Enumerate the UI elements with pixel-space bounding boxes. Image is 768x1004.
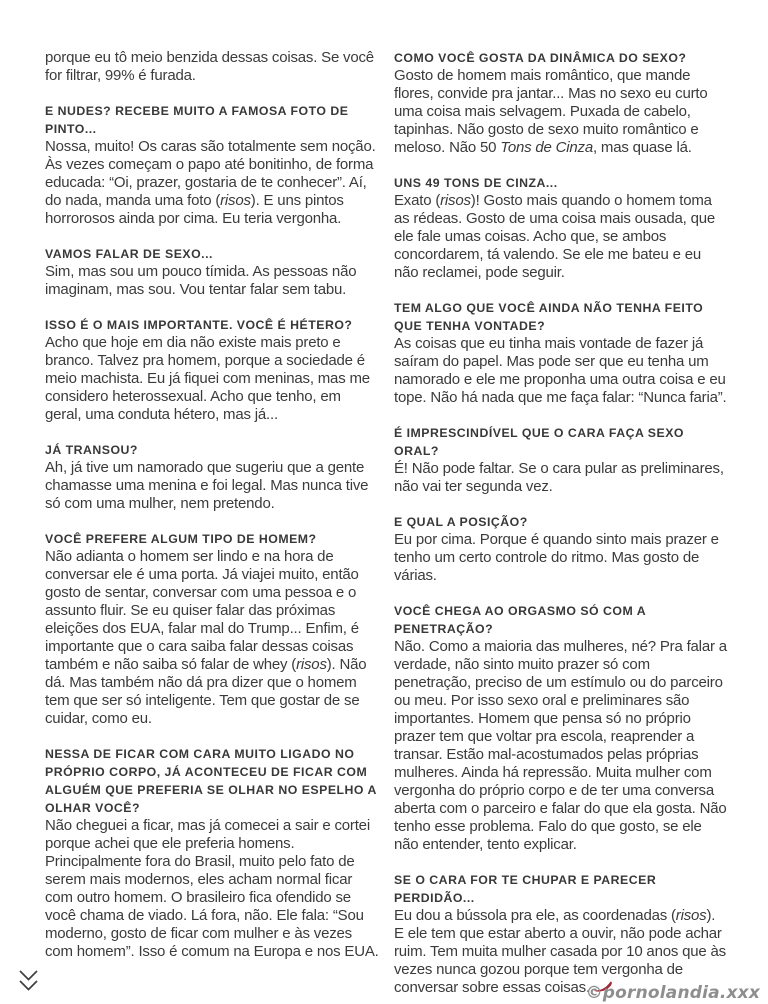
answer-paragraph [45, 817, 379, 961]
qa-section [394, 49, 728, 157]
answer-text: Sim, mas sou um pouco tímida. As pessoas não imaginam, mas sou. Vou tentar falar sem tabu. [45, 263, 357, 298]
qa-section [45, 441, 379, 513]
right-text-column [394, 49, 728, 997]
qa-section [394, 602, 728, 854]
answer-paragraph [45, 334, 379, 424]
qa-section [394, 174, 728, 282]
question-heading: COMO VOCÊ GOSTA DA DINÂMICA DO SEXO? [394, 51, 687, 65]
answer-text: Não cheguei a ficar, mas já comecei a sair e cortei porque achei que ele preferia homens. Principalmente fora do Brasil, muito pelo fato de serem mais modernos, eles acham normal ficar com outro homem. O brasileiro fica ofendido se você chama de viado. Lá fora, não. Ele fala: “Sou moderno, gosto de ficar com mulher e às vezes com homem”. Isso é comum na Europa e nos EUA. [45, 817, 379, 960]
answer-text-italic: risos [296, 656, 327, 673]
answer-text-italic: risos [440, 192, 471, 209]
question-heading: E NUDES? RECEBE MUITO A FAMOSA FOTO DE PINTO... [45, 104, 349, 136]
question-heading: SE O CARA FOR TE CHUPAR E PARECER PERDIDÃO... [394, 873, 657, 905]
answer-paragraph [394, 460, 728, 496]
answer-paragraph [394, 638, 728, 854]
answer-text: Exato ( [394, 192, 441, 209]
answer-text: Ah, já tive um namorado que sugeriu que a gente chamasse uma menina e foi legal. Mas nunca tive só com uma mulher, nem pretendo. [45, 459, 369, 512]
answer-text-italic: Tons de Cinza [500, 139, 593, 156]
qa-section [45, 49, 379, 85]
answer-paragraph [394, 531, 728, 585]
double-chevron-down-icon[interactable] [18, 969, 39, 996]
answer-text: Acho que hoje em dia não existe mais preto e branco. Talvez pra homem, porque a sociedade é meio machista. Eu já fiquei com meninas, mas me considero heterossexual. Acho que tenho, em geral, uma conduta hétero, mas já... [45, 334, 370, 423]
answer-paragraph [45, 138, 379, 228]
question-heading: NESSA DE FICAR COM CARA MUITO LIGADO NO PRÓPRIO CORPO, JÁ ACONTECEU DE FICAR COM ALGUÉM QUE PREFERIA SE OLHAR NO ESPELHO A OLHAR VOCÊ? [45, 747, 377, 815]
answer-text: Nossa, muito! Os caras são totalmente sem noção. Às vezes começam o papo até bonitinho, de forma educada: “Oi, prazer, gostaria de te conhecer”. Aí, do nada, manda uma foto ( [45, 138, 376, 209]
answer-text: Eu dou a bússola pra ele, as coordenadas ( [394, 907, 676, 924]
answer-text: porque eu tô meio benzida dessas coisas. Se você for filtrar, 99% é furada. [45, 49, 374, 84]
answer-text: Gosto de homem mais romântico, que mande flores, convide pra jantar... Mas no sexo eu curto uma coisa mais selvagem. Puxada de cabelo, tapinhas. Não gosto de sexo muito romântico e meloso. Não 50 [394, 67, 708, 156]
qa-section [394, 424, 728, 496]
question-heading: ISSO É O MAIS IMPORTANTE. VOCÊ É HÉTERO? [45, 318, 353, 332]
qa-section [394, 513, 728, 585]
qa-section [45, 745, 379, 961]
answer-paragraph [394, 335, 728, 407]
question-heading: E QUAL A POSIÇÃO? [394, 515, 528, 529]
answer-text: Não. Como a maioria das mulheres, né? Pra falar a verdade, não sinto muito prazer só com penetração, preciso de um estímulo ou do parceiro ou meu. Por isso sexo oral e preliminares são importantes. Homem que pensa só no próprio prazer tem que voltar pra escola, reaprender a transar. Estão mal-acostumados pelas próprias mulheres. Ainda há repressão. Muita mulher com vergonha do próprio corpo e de ter uma conversa aberta com o parceiro e falar do que ela gosta. Não tenho esse problema. Falo do que gosto, se ele não entender, tento explicar. [394, 638, 727, 853]
answer-text: )! Gosto mais quando o homem toma as rédeas. Gosto de uma coisa mais ousada, que ele fale umas coisas. Acho que, se ambos concordarem, tá valendo. Se ele me bateu e eu não reclamei, pode seguir. [394, 192, 715, 281]
answer-text: , mas quase lá. [592, 139, 692, 156]
answer-text: Não adianta o homem ser lindo e na hora de conversar ele é uma porta. Já viajei muito, então gosto de sentar, conversar com uma pessoa e o assunto fluir. Se eu quiser falar das próximas eleições dos EUA, falar mal do Trump... Enfim, é importante que o cara saiba falar dessas coisas também e não saiba só falar de whey ( [45, 548, 359, 673]
question-heading: VOCÊ CHEGA AO ORGASMO SÓ COM A PENETRAÇÃO? [394, 604, 646, 636]
answer-text-italic: risos [675, 907, 707, 924]
qa-section [394, 871, 728, 997]
qa-section [45, 530, 379, 728]
answer-text: As coisas que eu tinha mais vontade de fazer já saíram do papel. Mas pode ser que eu tenha um namorado e ele me proponha uma outra coisa e eu tope. Não há nada que me faça falar: “Nunca faria”. [394, 335, 727, 406]
answer-paragraph [45, 263, 379, 299]
qa-section [394, 299, 728, 407]
question-heading: VAMOS FALAR DE SEXO... [45, 247, 213, 261]
answer-text: ). Não dá. Mas também não dá pra dizer que o homem tem que ser só inteligente. Tem que gostar de se cuidar, como eu. [45, 656, 367, 727]
answer-text: ). E ele tem que estar aberto a ouvir, não pode achar ruim. Tem muita mulher casada por 10 anos que às vezes nunca gozou porque tem vergonha de conversar sobre essas coisas. [394, 907, 726, 996]
answer-paragraph [45, 459, 379, 513]
answer-text-italic: risos [220, 192, 251, 209]
qa-section [45, 245, 379, 299]
answer-text: ). E uns pintos horrorosos ainda por cima. Eu teria vergonha. [45, 192, 344, 227]
answer-paragraph [45, 548, 379, 728]
question-heading: É IMPRESCINDÍVEL QUE O CARA FAÇA SEXO ORAL? [394, 426, 684, 458]
answer-paragraph [394, 67, 728, 157]
qa-section [45, 102, 379, 228]
left-text-column [45, 49, 379, 961]
answer-text: É! Não pode faltar. Se o cara pular as preliminares, não vai ter segunda vez. [394, 460, 724, 495]
question-heading: UNS 49 TONS DE CINZA... [394, 176, 558, 190]
answer-paragraph [394, 192, 728, 282]
watermark: ©pornolandia.xxx [585, 983, 760, 1003]
answer-paragraph [45, 49, 379, 85]
question-heading: JÁ TRANSOU? [45, 443, 138, 457]
qa-section [45, 316, 379, 424]
question-heading: TEM ALGO QUE VOCÊ AINDA NÃO TENHA FEITO QUE TENHA VONTADE? [394, 301, 704, 333]
question-heading: VOCÊ PREFERE ALGUM TIPO DE HOMEM? [45, 532, 317, 546]
answer-text: Eu por cima. Porque é quando sinto mais prazer e tenho um certo controle do ritmo. Mas gosto de várias. [394, 531, 719, 584]
